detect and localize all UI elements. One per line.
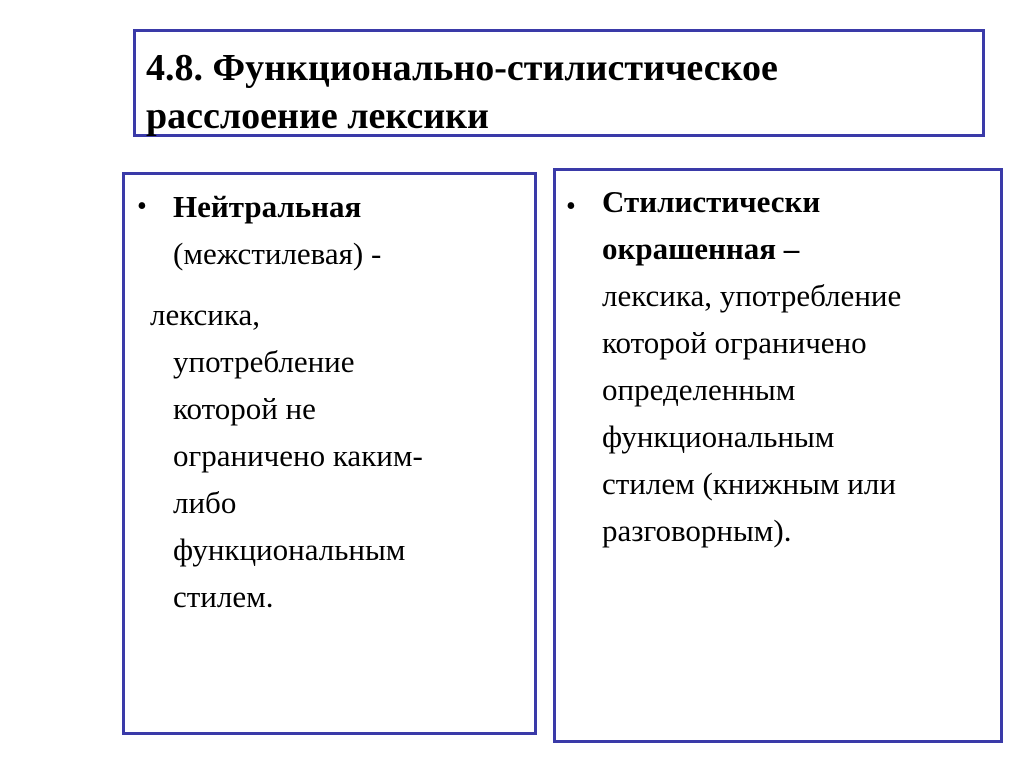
stylistic-definition-line: определенным	[602, 372, 796, 407]
neutral-qualifier: (межстилевая) -	[173, 236, 382, 271]
neutral-definition-line: лексика,	[150, 297, 260, 332]
neutral-bullet: •	[137, 191, 147, 222]
slide-title-line-1: 4.8. Функционально-стилистическое	[146, 47, 778, 89]
neutral-definition	[150, 291, 260, 338]
stylistic-text	[602, 178, 901, 554]
slide-title	[146, 44, 982, 140]
stylistic-bullet: •	[566, 191, 576, 222]
neutral-definition-line: стилем.	[173, 579, 274, 614]
neutral-definition-line: употребление	[173, 344, 355, 379]
stylistic-definition-line: которой ограничено	[602, 325, 867, 360]
stylistic-definition-line: стилем (книжным или	[602, 466, 896, 501]
neutral-definition-continued	[173, 338, 423, 620]
slide-title-line-2: расслоение лексики	[146, 95, 489, 137]
neutral-term: Нейтральная	[173, 189, 362, 224]
neutral-definition-line: функциональным	[173, 532, 406, 567]
stylistic-term-line-2: окрашенная –	[602, 231, 800, 266]
stylistic-definition-line: разговорным).	[602, 513, 792, 548]
neutral-definition-line: либо	[173, 485, 237, 520]
neutral-definition-line: ограничено каким-	[173, 438, 423, 473]
title-box	[133, 29, 985, 137]
stylistic-term-line-1: Стилистически	[602, 184, 821, 219]
stylistic-definition-line: функциональным	[602, 419, 835, 454]
stylistic-definition-line: лексика, употребление	[602, 278, 902, 313]
neutral-definition-line: которой не	[173, 391, 316, 426]
neutral-heading	[173, 183, 381, 277]
